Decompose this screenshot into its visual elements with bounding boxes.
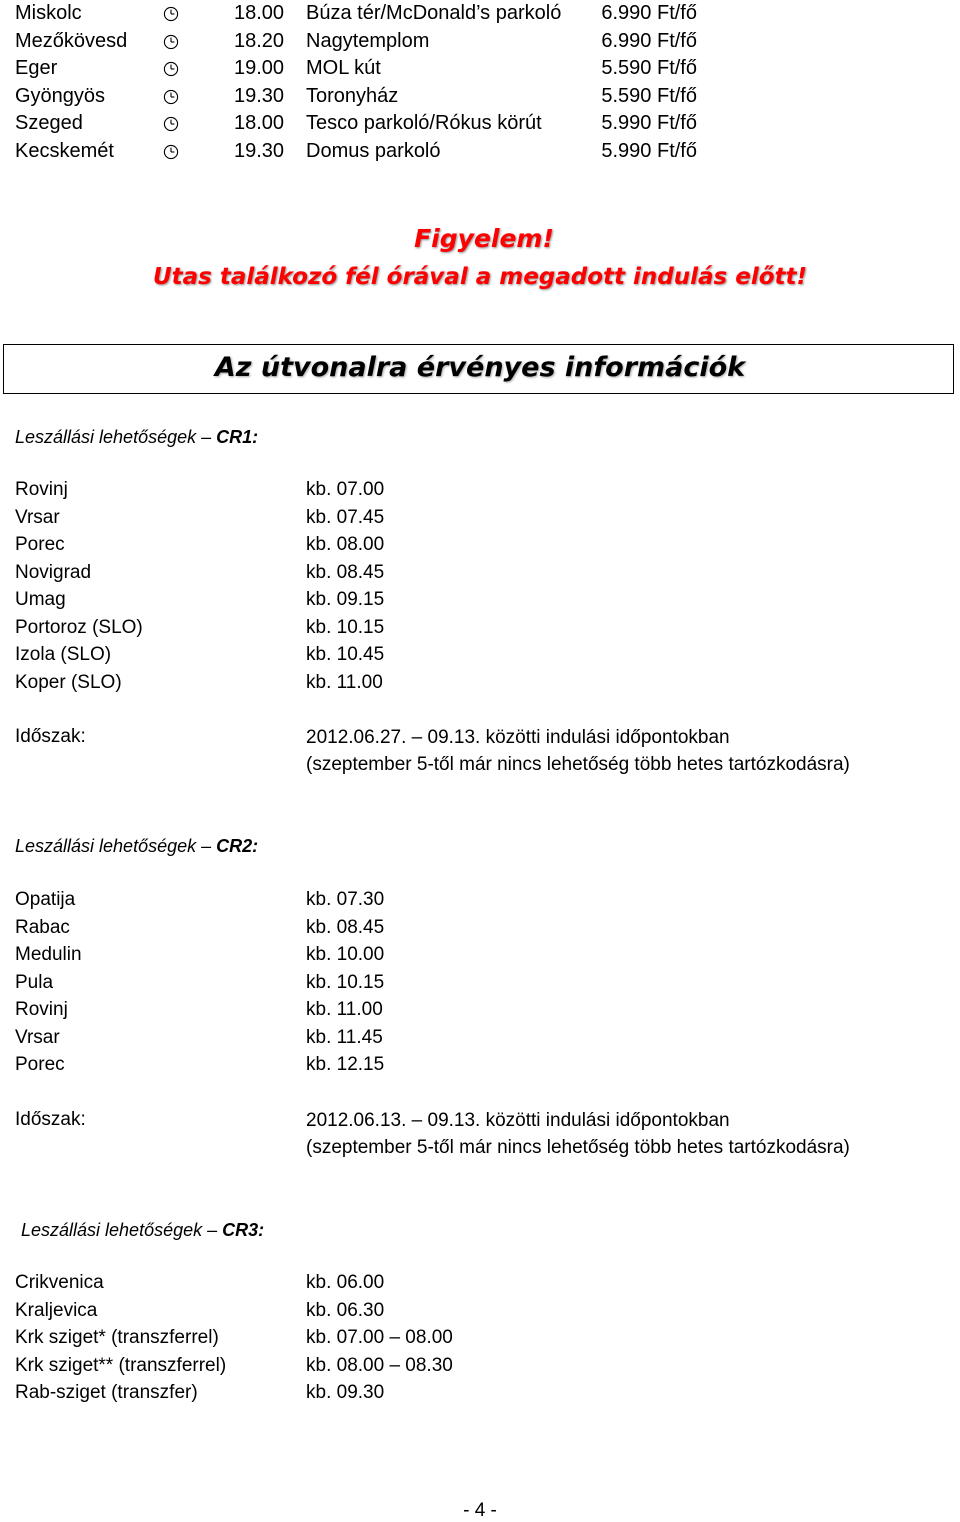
cr1-heading: Leszállási lehetőségek – CR1: (15, 427, 259, 447)
cr2-period-line2: (szeptember 5-től már nincs lehetőség több hetes tartózkodásra) (306, 1137, 850, 1158)
departure-place: Tesco parkoló/Rókus körút (306, 112, 542, 134)
stop-time: kb. 06.30 (306, 1299, 385, 1321)
departure-time: 19.30 (234, 84, 285, 107)
cr1-code: CR1: (216, 427, 259, 447)
stop-city: Rovinj (15, 479, 68, 500)
stop-city: Rovinj (15, 999, 68, 1020)
stop-time: kb. 07.00 (306, 479, 385, 500)
notice-heading: Figyelem! (414, 224, 554, 253)
stop-time: kb. 10.15 (306, 616, 385, 638)
cr2-stop-row (0, 1051, 960, 1078)
stop-city: Umag (15, 589, 66, 610)
departure-price: 5.990 Ft/fő (601, 112, 697, 134)
departure-time: 18.20 (234, 29, 285, 52)
cr2-stop-row (0, 914, 960, 941)
cr1-stop-row (0, 669, 960, 696)
cr1-stop-row (0, 586, 960, 613)
cr3-code: CR3: (222, 1220, 265, 1240)
cr3-heading-text: Leszállási lehetőségek (21, 1220, 203, 1240)
clock-icon (163, 6, 179, 22)
departure-row (0, 55, 960, 82)
page-number: - 4 - (463, 1500, 497, 1521)
departure-price: 5.990 Ft/fő (601, 139, 697, 162)
cr1-period-line1: 2012.06.27. – 09.13. közötti indulási időpontokban (306, 727, 730, 748)
cr2-code: CR2: (216, 836, 259, 856)
departure-row (0, 28, 960, 55)
departure-place: Nagytemplom (306, 29, 430, 52)
cr1-stop-row (0, 531, 960, 558)
cr2-stop-row (0, 969, 960, 996)
departure-city: Gyöngyös (15, 84, 106, 107)
cr2-heading-text: Leszállási lehetőségek (15, 836, 197, 856)
stop-city: Krk sziget* (transzferrel) (15, 1327, 219, 1348)
cr1-stop-row (0, 476, 960, 503)
departure-row (0, 83, 960, 110)
cr3-stop-row (0, 1324, 960, 1351)
departure-price: 6.990 Ft/fő (601, 29, 697, 52)
clock-icon (163, 34, 179, 50)
stop-city: Novigrad (15, 561, 92, 583)
departure-city: Eger (15, 57, 58, 79)
stop-time: kb. 11.00 (306, 999, 383, 1020)
departure-city: Mezőkövesd (15, 29, 128, 52)
clock-icon (163, 144, 179, 160)
stop-city: Portoroz (SLO) (15, 616, 143, 638)
stop-time: kb. 10.45 (306, 644, 385, 665)
cr3-stop-row (0, 1297, 960, 1324)
stop-time: kb. 09.15 (306, 589, 385, 610)
stop-city: Crikvenica (15, 1272, 104, 1293)
stop-time: kb. 11.00 (306, 671, 383, 693)
stop-city: Porec (15, 1054, 65, 1075)
departure-place: Domus parkoló (306, 139, 441, 162)
cr2-period-label: Időszak: (15, 1109, 86, 1130)
cr2-stop-row (0, 886, 960, 913)
cr1-period-line2: (szeptember 5-től már nincs lehetőség több hetes tartózkodásra) (306, 754, 850, 775)
stop-city: Rab-sziget (transzfer) (15, 1382, 198, 1403)
departure-row (0, 110, 960, 137)
clock-icon (163, 89, 179, 105)
departure-city: Kecskemét (15, 139, 114, 162)
stop-time: kb. 08.00 (306, 534, 385, 555)
info-title: Az útvonalra érvényes információk (214, 352, 746, 383)
stop-city: Opatija (15, 889, 76, 910)
stop-city: Koper (SLO) (15, 671, 122, 693)
cr2-heading: Leszállási lehetőségek – CR2: (15, 836, 259, 856)
stop-time: kb. 06.00 (306, 1272, 385, 1293)
notice-message: Utas találkozó fél órával a megadott indulás előtt! (152, 264, 808, 290)
departure-city: Miskolc (15, 2, 82, 24)
cr2-stop-row (0, 941, 960, 968)
stop-time: kb. 07.30 (306, 889, 385, 910)
departure-time: 18.00 (234, 2, 285, 24)
cr1-heading-text: Leszállási lehetőségek (15, 427, 197, 447)
departure-place: Toronyház (306, 84, 399, 107)
stop-time: kb. 08.00 – 08.30 (306, 1354, 453, 1376)
cr1-stop-row (0, 641, 960, 668)
cr1-stop-row (0, 614, 960, 641)
stop-city: Kraljevica (15, 1299, 98, 1321)
departure-time: 19.30 (234, 139, 285, 162)
stop-city: Vrsar (15, 1026, 60, 1048)
departure-row (0, 0, 960, 27)
cr3-stop-row (0, 1352, 960, 1379)
stop-city: Pula (15, 971, 54, 993)
stop-time: kb. 10.00 (306, 944, 385, 965)
stop-city: Krk sziget** (transzferrel) (15, 1354, 227, 1376)
cr3-stop-row (0, 1269, 960, 1296)
stop-city: Vrsar (15, 506, 60, 528)
departure-place: Búza tér/McDonald’s parkoló (306, 2, 562, 24)
departure-city: Szeged (15, 112, 83, 134)
cr2-period-line1: 2012.06.13. – 09.13. közötti indulási időpontokban (306, 1110, 730, 1131)
departure-price: 5.590 Ft/fő (601, 84, 697, 107)
departure-place: MOL kút (306, 57, 381, 79)
departure-price: 6.990 Ft/fő (601, 2, 697, 24)
departure-time: 18.00 (234, 112, 285, 134)
stop-time: kb. 12.15 (306, 1054, 385, 1075)
stop-time: kb. 07.00 – 08.00 (306, 1327, 453, 1348)
stop-time: kb. 10.15 (306, 971, 385, 993)
stop-time: kb. 08.45 (306, 916, 385, 938)
departure-row (0, 138, 960, 165)
departure-time: 19.00 (234, 57, 285, 79)
stop-time: kb. 11.45 (306, 1026, 383, 1048)
stop-city: Rabac (15, 916, 70, 938)
cr3-stop-row (0, 1379, 960, 1406)
stop-city: Izola (SLO) (15, 644, 112, 665)
cr2-stop-row (0, 1024, 960, 1051)
stop-time: kb. 08.45 (306, 561, 385, 583)
stop-city: Porec (15, 534, 65, 555)
stop-time: kb. 09.30 (306, 1382, 385, 1403)
cr1-stop-row (0, 559, 960, 586)
clock-icon (163, 116, 179, 132)
cr3-heading: Leszállási lehetőségek – CR3: (21, 1220, 265, 1240)
cr2-stop-row (0, 996, 960, 1023)
cr1-period-label: Időszak: (15, 726, 86, 747)
stop-time: kb. 07.45 (306, 506, 385, 528)
cr1-stop-row (0, 504, 960, 531)
departure-price: 5.590 Ft/fő (601, 57, 697, 79)
stop-city: Medulin (15, 944, 82, 965)
clock-icon (163, 61, 179, 77)
